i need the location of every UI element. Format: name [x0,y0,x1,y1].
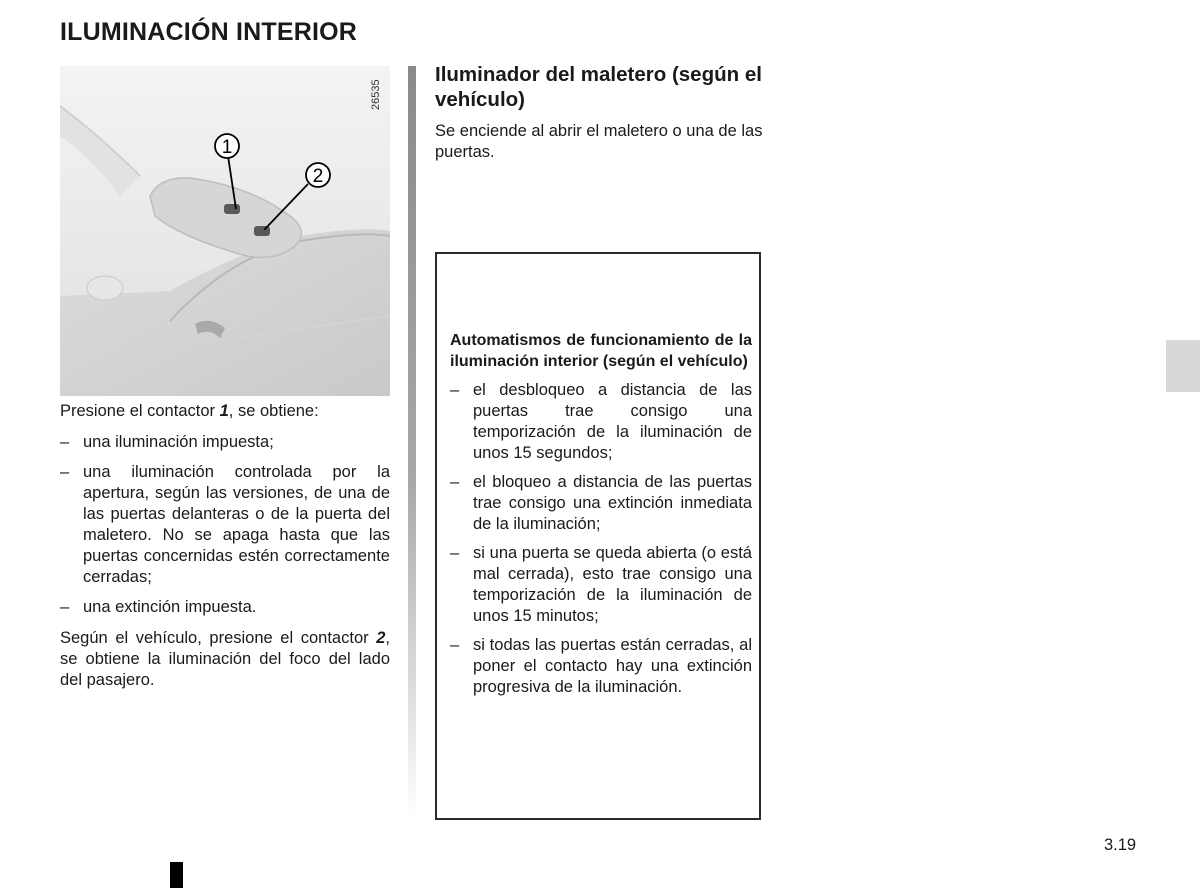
closing-text: Según el vehículo, presione el contactor [60,629,377,647]
section-body: Se enciende al abrir el maletero o una de las puertas. [435,122,763,161]
note-list [450,380,752,698]
right-column [435,62,767,163]
note-box [435,252,761,820]
page-title: ILUMINACIÓN INTERIOR [60,18,358,46]
intro-text-end: , se obtiene: [228,402,319,420]
column-divider [408,66,416,820]
list-item: – si todas las puertas están cerradas, al poner el contacto hay una extinción progresiva de la iluminación. [450,635,752,698]
list-item: – una extinción impuesta. [60,597,390,618]
list-item: – una iluminación impuesta; [60,432,390,453]
page-number: 3.19 [1104,836,1137,854]
note-heading: Automatismos de funcionamiento de la iluminación interior (según el vehículo) [450,332,752,370]
list-item: – si una puerta se queda abierta (o está mal cerrada), esto trae consigo una temporización de la iluminación de unos 15 minutos; [450,543,752,627]
callout-1-label: 1 [221,137,233,158]
contactor-2-paragraph [60,628,390,691]
intro-paragraph [60,401,390,422]
contactor-1-list [60,432,390,618]
crop-mark [170,862,183,888]
contactor-2-ref: 2 [376,629,386,647]
callout-2-label: 2 [312,166,324,187]
section-heading: Iluminador del maletero (según el vehículo) [435,63,762,111]
interior-light-photo [60,66,390,396]
intro-text: Presione el contactor [60,402,220,420]
list-item: – el desbloqueo a distancia de las puertas trae consigo una temporización de la iluminación de unos 15 segundos; [450,380,752,464]
list-item: – el bloqueo a distancia de las puertas trae consigo una extinción inmediata de la iluminación; [450,472,752,535]
closing-text-end: , se obtiene la iluminación del foco del lado del pasajero. [60,629,390,689]
list-item: – una iluminación controlada por la apertura, según las versiones, de una de las puertas delanteras o de la puerta del maletero. No se apaga hasta que las puertas concernidas estén correctamente cerradas; [60,462,390,588]
left-column [60,401,390,701]
figure-code: 26535 [370,79,382,110]
section-thumb-tab [1166,340,1200,392]
contactor-1-ref: 1 [219,402,229,420]
